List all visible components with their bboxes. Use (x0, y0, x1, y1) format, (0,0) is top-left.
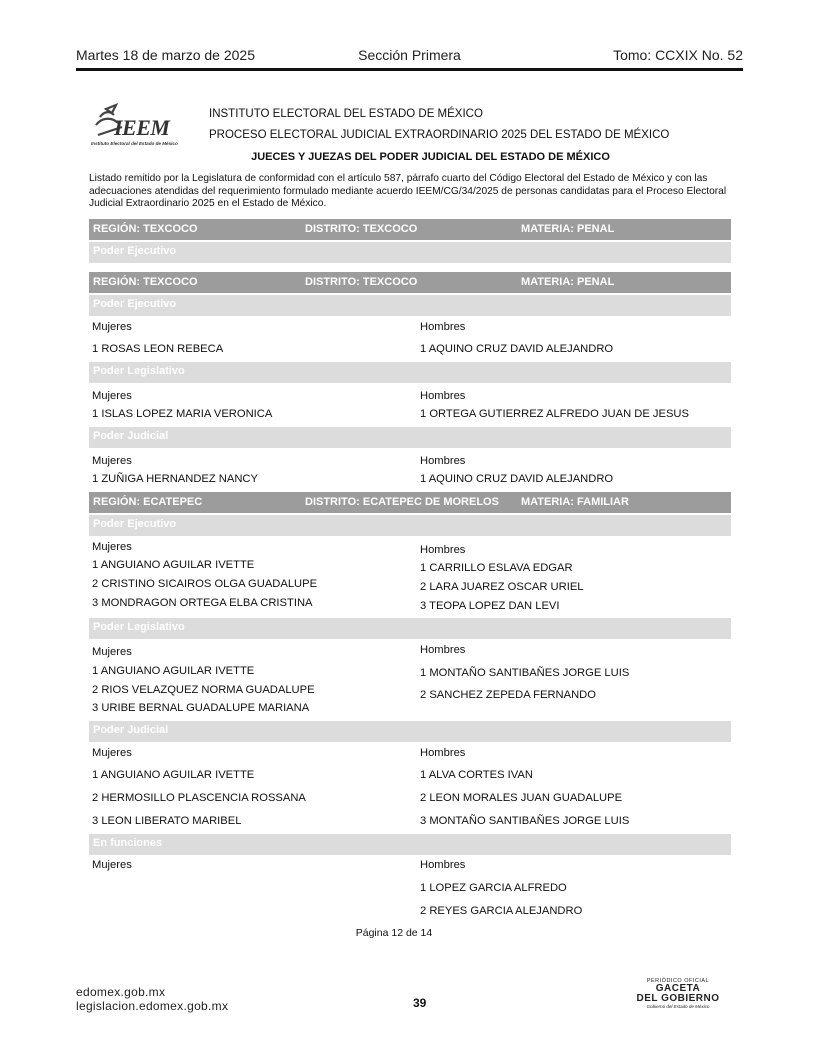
women-label: Mujeres (92, 455, 132, 467)
candidate-name: 1 ANGUIANO AGUILAR IVETTE (92, 559, 255, 571)
gazette-logo (633, 978, 723, 1009)
candidate-name: 3 TEOPA LOPEZ DAN LEVI (420, 600, 560, 612)
header-rule (76, 68, 743, 71)
materia-label: MATERIA: FAMILIAR (521, 496, 629, 508)
candidate-name: 2 LEON MORALES JUAN GUADALUPE (420, 792, 623, 804)
candidate-name: 1 ALVA CORTES IVAN (420, 769, 533, 781)
document-heading: JUECES Y JUEZAS DEL PODER JUDICIAL DEL ESTADO DE MÉXICO (251, 151, 610, 163)
men-label: Hombres (420, 747, 466, 759)
district-label: DISTRITO: TEXCOCO (305, 223, 418, 235)
women-label: Mujeres (92, 541, 132, 553)
logo-tagline: Instituto Electoral del Estado de México (91, 141, 178, 146)
candidate-name: 3 LEON LIBERATO MARIBEL (92, 815, 242, 827)
women-label: Mujeres (92, 859, 132, 871)
men-label: Hombres (420, 644, 466, 656)
region-bar (89, 272, 731, 293)
candidate-name: 3 URIBE BERNAL GUADALUPE MARIANA (92, 702, 310, 714)
candidate-name: 3 MONTAÑO SANTIBAÑES JORGE LUIS (420, 815, 630, 827)
candidate-name: 1 ISLAS LOPEZ MARIA VERONICA (92, 408, 273, 420)
section-bar: Poder Legislativo (89, 362, 731, 383)
intro-paragraph: Listado remitido por la Legislatura de conformidad con el artículo 587, párrafo cuarto del Código Electoral del Estado de México y con las adecuaciones atendidas del requerimiento formulado mediante acuerdo IEEM/CG/34/2025 de personas candidatas para el Proceso Electoral Judicial Extraordinario 2025 en el Estado de México. (89, 173, 727, 209)
candidate-name: 3 MONDRAGON ORTEGA ELBA CRISTINA (92, 597, 313, 609)
district-label: DISTRITO: ECATEPEC DE MORELOS (305, 496, 499, 508)
materia-label: MATERIA: PENAL (521, 223, 615, 235)
header-section: Sección Primera (358, 47, 461, 63)
candidate-name: 1 ANGUIANO AGUILAR IVETTE (92, 769, 255, 781)
candidate-name: 1 MONTAÑO SANTIBAÑES JORGE LUIS (420, 667, 630, 679)
footer-links (76, 985, 228, 1013)
candidate-name: 2 LARA JUAREZ OSCAR URIEL (420, 581, 584, 593)
region-label: REGIÓN: TEXCOCO (93, 276, 198, 288)
running-header (76, 47, 743, 67)
org-name: INSTITUTO ELECTORAL DEL ESTADO DE MÉXICO (209, 108, 483, 120)
header-tome: Tomo: CCXIX No. 52 (613, 47, 743, 63)
section-bar: Poder Judicial (89, 427, 731, 448)
women-label: Mujeres (92, 646, 132, 658)
men-label: Hombres (420, 455, 466, 467)
gazette-line1: PERIÓDICO OFICIAL (646, 978, 710, 984)
footer-link-legislacion[interactable]: legislacion.edomex.gob.mx (76, 999, 229, 1013)
candidate-name: 2 RIOS VELAZQUEZ NORMA GUADALUPE (92, 684, 315, 696)
section-bar: Poder Legislativo (89, 618, 731, 639)
district-label: DISTRITO: TEXCOCO (305, 276, 418, 288)
section-bar: En funciones (89, 834, 731, 855)
candidate-name: 2 REYES GARCIA ALEJANDRO (420, 905, 583, 917)
candidate-name: 1 ROSAS LEON REBECA (92, 343, 224, 355)
candidate-name: 1 LOPEZ GARCIA ALFREDO (420, 882, 567, 894)
region-bar (89, 219, 731, 240)
section-bar: Poder Ejecutivo (89, 242, 731, 263)
men-label: Hombres (420, 859, 466, 871)
women-label: Mujeres (92, 321, 132, 333)
candidate-name: 1 AQUINO CRUZ DAVID ALEJANDRO (420, 473, 614, 485)
page-number: 39 (413, 996, 427, 1010)
ieem-logo (88, 103, 188, 149)
section-bar: Poder Judicial (89, 721, 731, 742)
footer-link-edomex[interactable]: edomex.gob.mx (76, 985, 166, 999)
candidate-name: 2 HERMOSILLO PLASCENCIA ROSSANA (92, 792, 306, 804)
process-name: PROCESO ELECTORAL JUDICIAL EXTRAORDINARIO 2025 DEL ESTADO DE MÉXICO (209, 129, 670, 141)
men-label: Hombres (420, 390, 466, 402)
candidate-name: 2 CRISTINO SICAIROS OLGA GUADALUPE (92, 578, 318, 590)
candidate-name: 1 AQUINO CRUZ DAVID ALEJANDRO (420, 343, 614, 355)
candidate-name: 1 ORTEGA GUTIERREZ ALFREDO JUAN DE JESUS (420, 408, 689, 420)
gazette-line4: Gobierno del Estado de México (646, 1004, 710, 1009)
logo-wordmark: IEEM (114, 115, 170, 140)
candidate-name: 1 CARRILLO ESLAVA EDGAR (420, 562, 573, 574)
women-label: Mujeres (92, 390, 132, 402)
region-label: REGIÓN: ECATEPEC (93, 496, 203, 508)
region-label: REGIÓN: TEXCOCO (93, 223, 198, 235)
section-bar: Poder Ejecutivo (89, 515, 731, 536)
materia-label: MATERIA: PENAL (521, 276, 615, 288)
candidate-name: 1 ZUÑIGA HERNANDEZ NANCY (92, 473, 258, 485)
candidate-name: 1 ANGUIANO AGUILAR IVETTE (92, 665, 255, 677)
candidate-name: 2 SANCHEZ ZEPEDA FERNANDO (420, 689, 596, 701)
gazette-line2: GACETA (655, 983, 701, 994)
page-label: Página 12 de 14 (355, 927, 433, 939)
region-bar (89, 492, 731, 513)
gazette-line3: DEL GOBIERNO (636, 993, 720, 1004)
header-date: Martes 18 de marzo de 2025 (76, 47, 255, 63)
men-label: Hombres (420, 321, 466, 333)
section-bar: Poder Ejecutivo (89, 295, 731, 316)
men-label: Hombres (420, 544, 466, 556)
women-label: Mujeres (92, 747, 132, 759)
